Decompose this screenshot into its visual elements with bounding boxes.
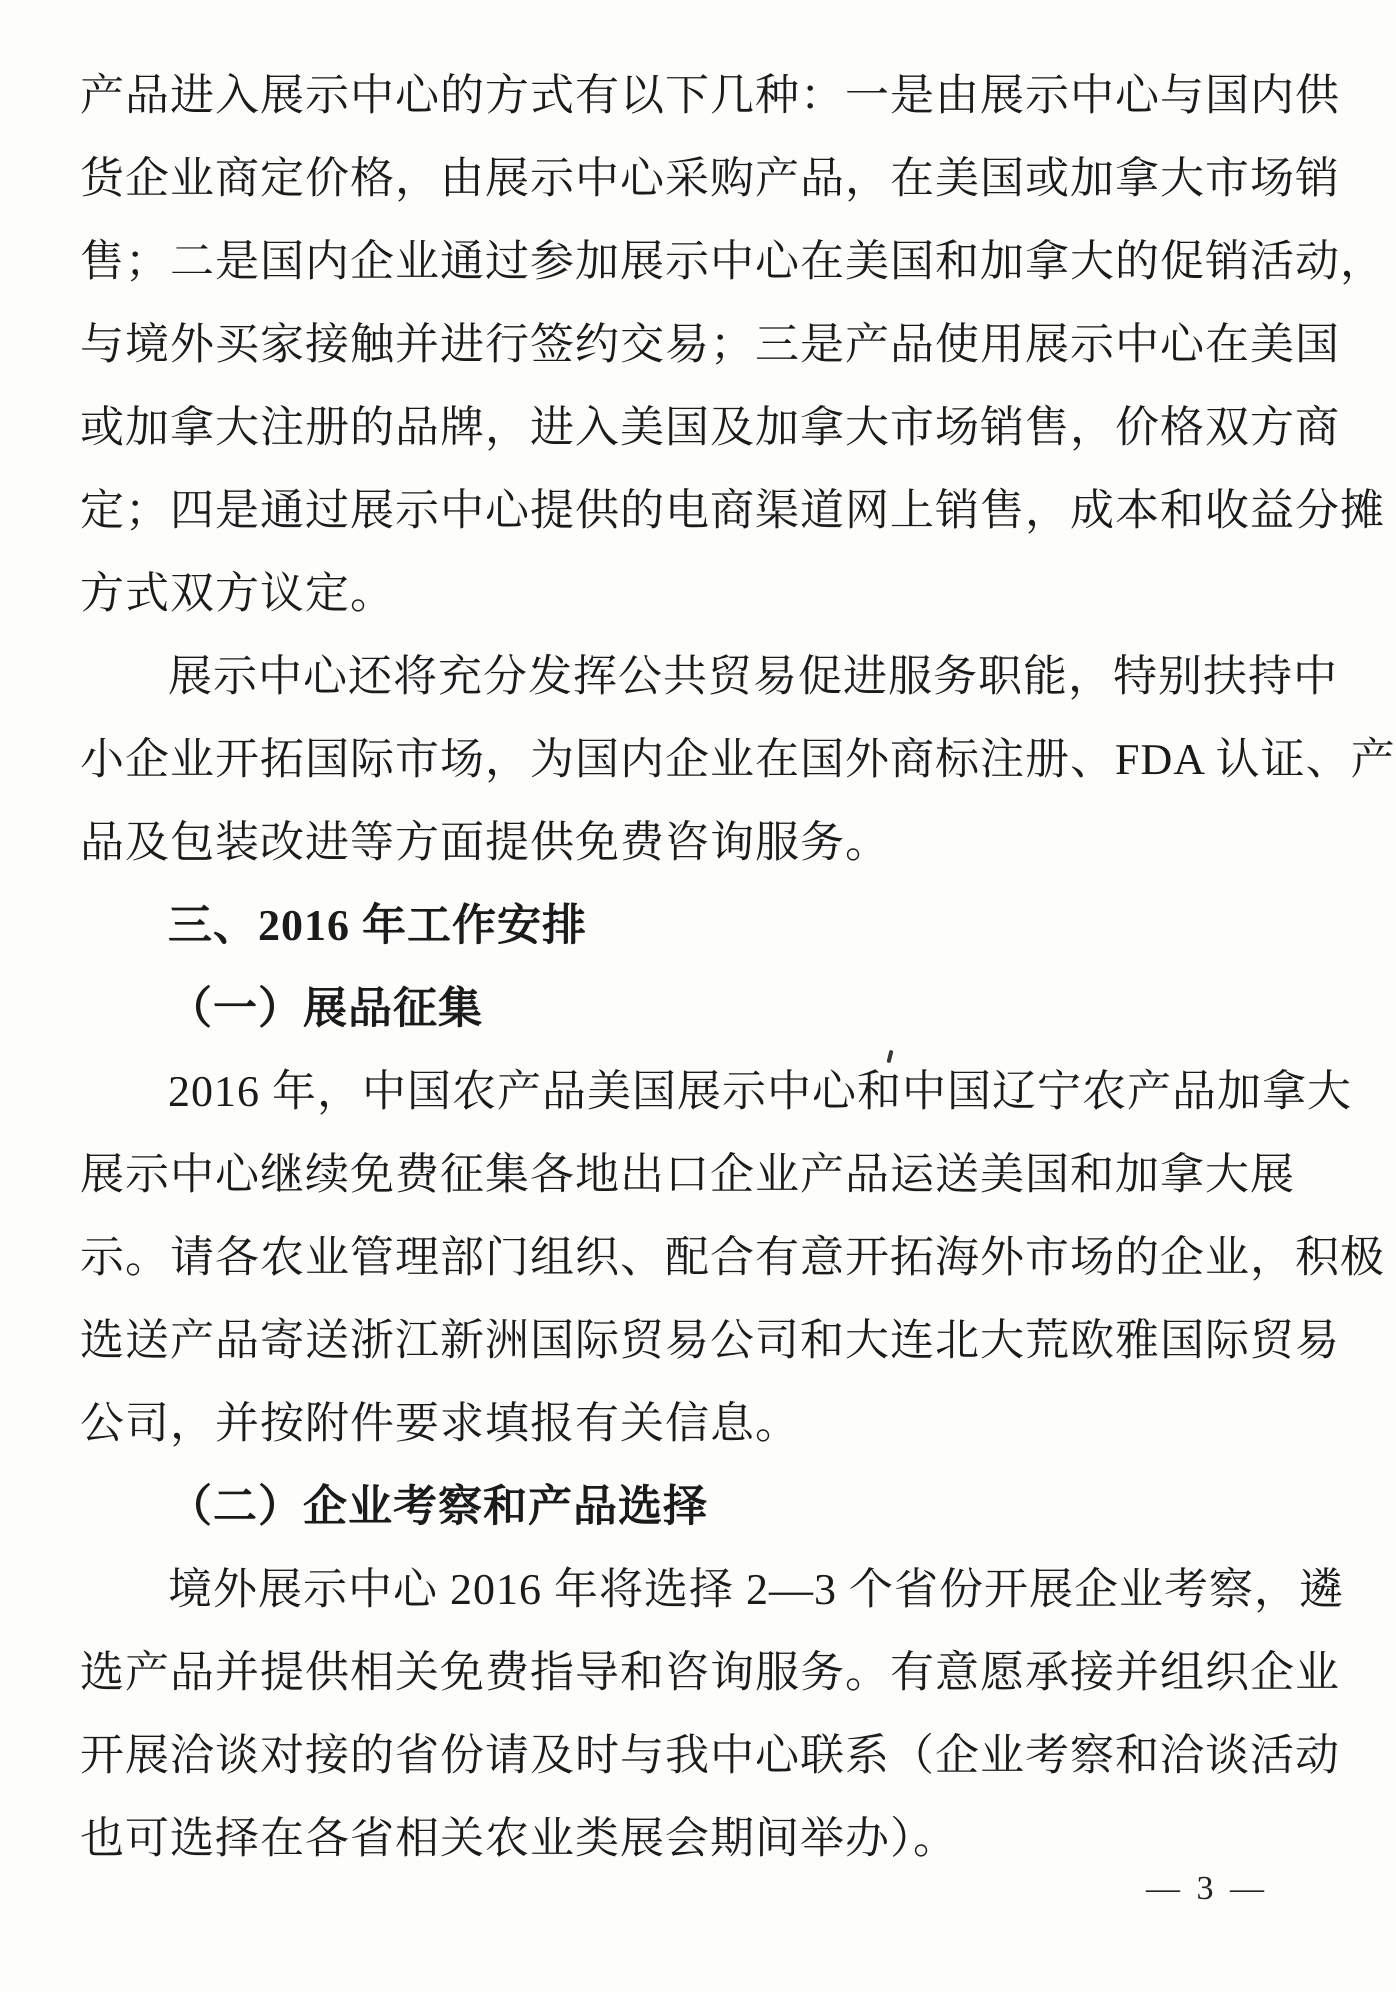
paragraph-line: 选送产品寄送浙江新洲国际贸易公司和大连北大荒欧雅国际贸易	[80, 1316, 1340, 1365]
paragraph-line: 展示中心继续免费征集各地出口企业产品运送美国和加拿大展	[80, 1150, 1295, 1199]
paragraph-line: 也可选择在各省相关农业类展会期间举办）。	[80, 1814, 958, 1863]
paragraph-line: 公司，并按附件要求填报有关信息。	[80, 1399, 800, 1448]
paragraph-line: 售；二是国内企业通过参加展示中心在美国和加拿大的促销活动，	[80, 237, 1385, 286]
paragraph-line: 小企业开拓国际市场，为国内企业在国外商标注册、FDA 认证、产	[80, 735, 1396, 784]
page-number: — 3 —	[1146, 1870, 1268, 1907]
body-text	[80, 54, 1396, 1880]
paragraph-line: 定；四是通过展示中心提供的电商渠道网上销售，成本和收益分摊	[80, 486, 1385, 535]
paragraph-line: 选产品并提供相关免费指导和咨询服务。有意愿承接并组织企业	[80, 1648, 1340, 1697]
paragraph-line: 产品进入展示中心的方式有以下几种：一是由展示中心与国内供	[80, 71, 1340, 120]
paragraph-line: 品及包装改进等方面提供免费咨询服务。	[80, 818, 890, 867]
paragraph-line: 或加拿大注册的品牌，进入美国及加拿大市场销售，价格双方商	[80, 403, 1340, 452]
paragraph-line: 境外展示中心 2016 年将选择 2—3 个省份开展企业考察，遴	[168, 1565, 1344, 1614]
paragraph-line: 2016 年，中国农产品美国展示中心和中国辽宁农产品加拿大	[168, 1067, 1352, 1116]
paragraph-line: 示。请各农业管理部门组织、配合有意开拓海外市场的企业，积极	[80, 1233, 1385, 1282]
subsection-heading: （二）企业考察和产品选择	[168, 1482, 708, 1531]
subsection-heading: （一）展品征集	[168, 984, 483, 1033]
paragraph-line: 开展洽谈对接的省份请及时与我中心联系（企业考察和洽谈活动	[80, 1731, 1340, 1780]
paragraph-line: 展示中心还将充分发挥公共贸易促进服务职能，特别扶持中	[168, 652, 1338, 701]
section-heading: 三、2016 年工作安排	[168, 901, 587, 950]
paragraph-line: 方式双方议定。	[80, 569, 395, 618]
paragraph-line: 与境外买家接触并进行签约交易；三是产品使用展示中心在美国	[80, 320, 1340, 369]
paragraph-line: 货企业商定价格，由展示中心采购产品，在美国或加拿大市场销	[80, 154, 1340, 203]
